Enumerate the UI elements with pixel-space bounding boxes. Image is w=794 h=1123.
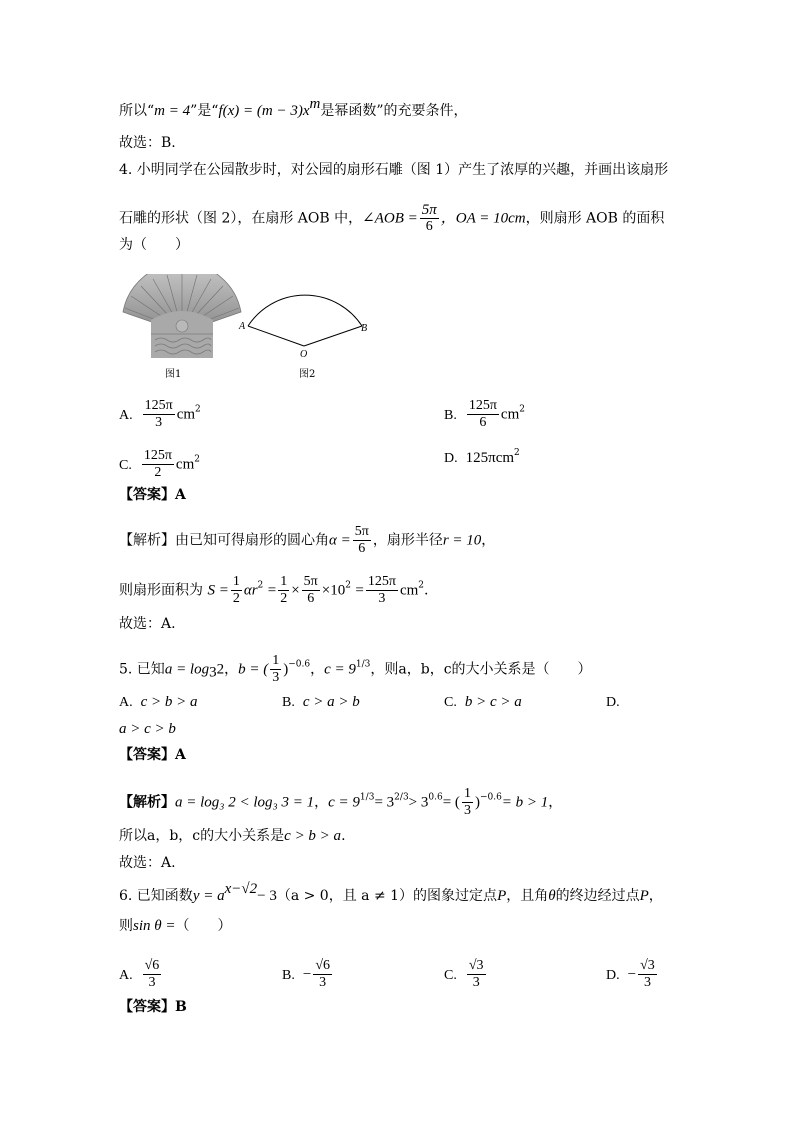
text: 是幂函数”的充要条件， <box>320 103 468 119</box>
point-a-label: A <box>239 321 246 332</box>
text: ， <box>648 888 663 904</box>
text: 【解析】 <box>119 794 175 811</box>
option-label: A. <box>119 967 133 983</box>
math: θ <box>548 888 556 904</box>
text: 所以a，b，c的大小关系是 <box>119 828 285 844</box>
numerator: 1 <box>359 792 366 803</box>
numerator: √3 <box>640 958 655 973</box>
exponent: 2 <box>195 404 201 415</box>
numerator: 125π <box>143 448 172 463</box>
numerator: 1 <box>280 574 288 589</box>
numerator: 125π <box>367 574 396 589</box>
q5-stem <box>119 653 592 686</box>
exponent-fraction: 1/3 <box>359 792 375 803</box>
math: ) <box>283 661 289 678</box>
option-text: 125πcm <box>465 450 515 466</box>
q6-option-b[interactable] <box>282 958 334 991</box>
text: 的终边经过点 <box>555 888 640 904</box>
denominator: 6 <box>479 415 487 430</box>
text-line-conclusion <box>119 96 468 120</box>
exponent: 2 <box>257 580 264 591</box>
denominator: 3 <box>368 792 375 803</box>
math: > 3 <box>408 794 429 811</box>
q6-option-d[interactable] <box>606 958 659 991</box>
math-power-function: f(x) = (m − 3)x <box>218 103 310 119</box>
text: 5. 已知 <box>119 661 165 678</box>
math: sin θ = <box>133 918 176 934</box>
q4-stem-line1: 4. 小明同学在公园散步时，对公园的扇形石雕（图 1）产生了浓厚的兴趣，并画出该扇形 <box>119 162 669 178</box>
math: = b > 1 <box>501 794 549 811</box>
text: . <box>424 582 429 599</box>
option-label: A. <box>119 695 133 710</box>
math: α = <box>329 532 351 549</box>
math: b = ( <box>238 661 269 678</box>
numerator: √6 <box>144 958 160 973</box>
math: ) <box>474 794 480 811</box>
exponent: 2 <box>514 448 520 458</box>
log-base: 3 <box>209 664 217 681</box>
fraction <box>462 786 473 819</box>
q4-explanation-line1 <box>119 524 495 557</box>
option-text: a > c > b <box>119 721 176 737</box>
fraction <box>143 398 175 431</box>
numerator: 125π <box>144 398 173 413</box>
numerator: √3 <box>468 958 484 973</box>
sign: − <box>627 966 637 983</box>
q6-option-c[interactable] <box>444 958 488 991</box>
option-label: D. <box>606 695 620 710</box>
sector-arc <box>248 295 362 326</box>
option-label: C. <box>119 457 132 473</box>
text: 则 <box>119 918 133 934</box>
text: 则扇形面积为 <box>119 582 203 599</box>
exponent: 2 <box>418 580 425 591</box>
text: 石雕的形状（图 2），在扇形 AOB 中， <box>119 210 363 227</box>
option-label: D. <box>444 451 458 466</box>
option-text: c > b > a <box>140 694 198 710</box>
math: = 3 <box>374 794 395 811</box>
math: c = 9 <box>328 794 360 811</box>
denominator: 3 <box>643 975 651 990</box>
q4-answer: 【答案】A <box>119 487 186 503</box>
text: （a > 0，且 a ≠ 1）的图象过定点 <box>276 888 498 904</box>
option-label: C. <box>444 967 457 983</box>
option-label: A. <box>119 407 133 423</box>
q5-option-a[interactable] <box>119 693 198 712</box>
math: = <box>355 582 364 599</box>
denominator: 2 <box>280 591 288 606</box>
numerator: 1 <box>232 574 240 589</box>
math: c > b > a <box>284 828 342 844</box>
numerator: 2 <box>394 792 400 803</box>
unit: cm <box>399 582 419 599</box>
denominator: 2 <box>232 591 240 606</box>
text: （ ） <box>175 918 232 934</box>
text: 【解析】由已知可得扇形的圆心角 <box>119 532 329 549</box>
denominator: 3 <box>364 659 371 670</box>
denominator: 3 <box>319 975 327 990</box>
denominator: 6 <box>425 219 433 234</box>
math: c = 9 <box>324 661 356 678</box>
math-m-eq-4: m = 4 <box>154 103 191 119</box>
q4-stem-line2 <box>119 202 664 235</box>
exponent: 0.6 <box>428 792 443 803</box>
fraction <box>638 958 657 991</box>
text: 所以“ <box>119 103 155 119</box>
math: r = 10 <box>442 532 482 549</box>
exponent: −0.6 <box>479 792 502 803</box>
q5-explanation-line2 <box>119 827 346 845</box>
unit: cm <box>176 406 196 423</box>
sector-diagram <box>238 282 376 362</box>
q6-stem-line1 <box>119 881 663 905</box>
math: 2 <box>216 661 225 678</box>
q4-stem-line3: 为（ ） <box>119 237 189 253</box>
point-o-label: O <box>300 349 308 360</box>
denominator: 3 <box>472 975 480 990</box>
radius-ob <box>304 326 362 346</box>
q5-option-b[interactable] <box>282 693 360 712</box>
text: ，则扇形 AOB 的面积 <box>525 210 665 227</box>
q4-explanation-line2 <box>119 574 428 607</box>
fraction <box>270 653 281 686</box>
math: = ( <box>442 794 460 811</box>
numerator: √6 <box>315 958 330 973</box>
text: ”是“ <box>190 103 219 119</box>
text: ， <box>314 794 329 811</box>
numerator: 125π <box>468 398 497 413</box>
fraction <box>278 574 289 607</box>
fraction <box>302 574 320 607</box>
text: ，扇形半径 <box>372 532 443 549</box>
text: ， <box>310 661 325 678</box>
denominator: 6 <box>358 541 366 556</box>
q6-option-a[interactable] <box>119 958 163 991</box>
denominator: 3 <box>272 670 280 685</box>
exponent-fraction: 1/3 <box>355 659 371 670</box>
choose-line-q3: 故选：B. <box>119 135 176 151</box>
q4-option-d[interactable] <box>444 449 520 468</box>
fig2-caption: 图2 <box>299 369 316 380</box>
denominator: 3 <box>402 792 409 803</box>
math: − 3 <box>257 888 277 904</box>
unit: cm <box>500 406 520 423</box>
q5-option-d-text[interactable] <box>119 720 176 738</box>
option-text: b > c > a <box>464 694 522 710</box>
fraction <box>143 958 162 991</box>
fraction <box>142 448 174 481</box>
math: a = log₃ 2 < log₃ 3 = 1 <box>175 794 315 811</box>
sign: − <box>302 966 312 983</box>
fraction <box>366 574 398 607</box>
unit: cm <box>175 456 195 473</box>
math: S = <box>207 582 229 599</box>
numerator: 5π <box>354 524 369 539</box>
numerator: 1 <box>355 659 362 670</box>
fraction <box>313 958 332 991</box>
math-angle: ∠AOB = <box>362 210 418 227</box>
option-label: D. <box>606 967 620 983</box>
fraction <box>231 574 242 607</box>
exponent: −0.6 <box>288 659 311 670</box>
option-label: C. <box>444 695 457 710</box>
denominator: 6 <box>307 591 315 606</box>
q4-option-c[interactable] <box>119 448 200 481</box>
q4-option-b[interactable] <box>444 398 525 431</box>
text: 6. 已知函数 <box>119 888 193 904</box>
math-exponent: m <box>309 96 321 112</box>
q4-option-a[interactable] <box>119 398 201 431</box>
denominator: 3 <box>378 591 386 606</box>
text: ， <box>224 661 239 678</box>
fraction <box>420 202 439 235</box>
q6-stem-line2 <box>119 917 232 935</box>
q5-option-d-label[interactable] <box>606 693 628 712</box>
fan-sculpture-image <box>121 274 243 358</box>
exponent: x−√2 <box>224 881 258 897</box>
denominator: 3 <box>155 415 163 430</box>
fraction <box>467 398 499 431</box>
exponent: 2 <box>194 454 200 465</box>
text: ， <box>481 532 496 549</box>
option-label: B. <box>282 695 295 710</box>
q5-explanation-line1 <box>119 786 562 819</box>
q4-choose: 故选：A. <box>119 616 176 632</box>
fraction <box>353 524 371 557</box>
math: = <box>267 582 277 599</box>
denominator: 3 <box>148 975 156 990</box>
point-b-label: B <box>361 323 368 334</box>
text: ， <box>548 794 563 811</box>
math: αr <box>243 582 258 599</box>
q5-answer: 【答案】A <box>119 747 186 763</box>
numerator: 5π <box>421 202 437 218</box>
numerator: 5π <box>303 574 318 589</box>
q6-answer: 【答案】B <box>119 999 187 1015</box>
numerator: 1 <box>272 653 280 668</box>
option-label: B. <box>444 407 457 423</box>
q5-choose: 故选：A. <box>119 855 176 871</box>
denominator: 3 <box>463 803 471 818</box>
fraction <box>467 958 486 991</box>
exponent-fraction: 2/3 <box>394 792 409 803</box>
text: . <box>341 828 346 844</box>
denominator: 2 <box>154 465 162 480</box>
exponent: 2 <box>519 404 525 415</box>
q5-option-c[interactable] <box>444 693 522 712</box>
math: P <box>639 888 649 904</box>
radius-oa <box>248 326 304 346</box>
math: y = a <box>192 888 225 904</box>
math: a = log <box>164 661 210 678</box>
fig1-caption: 图1 <box>165 369 182 380</box>
math-oa: ，OA = 10cm <box>440 210 526 227</box>
option-text: c > a > b <box>302 694 360 710</box>
math: × <box>291 582 300 599</box>
math: P <box>497 888 507 904</box>
math: ×10 <box>321 582 346 599</box>
exponent: 2 <box>345 580 351 591</box>
option-label: B. <box>282 967 295 983</box>
text: ，且角 <box>506 888 549 904</box>
text: ，则a，b，c的大小关系是（ ） <box>370 661 592 678</box>
numerator: 1 <box>463 786 471 801</box>
